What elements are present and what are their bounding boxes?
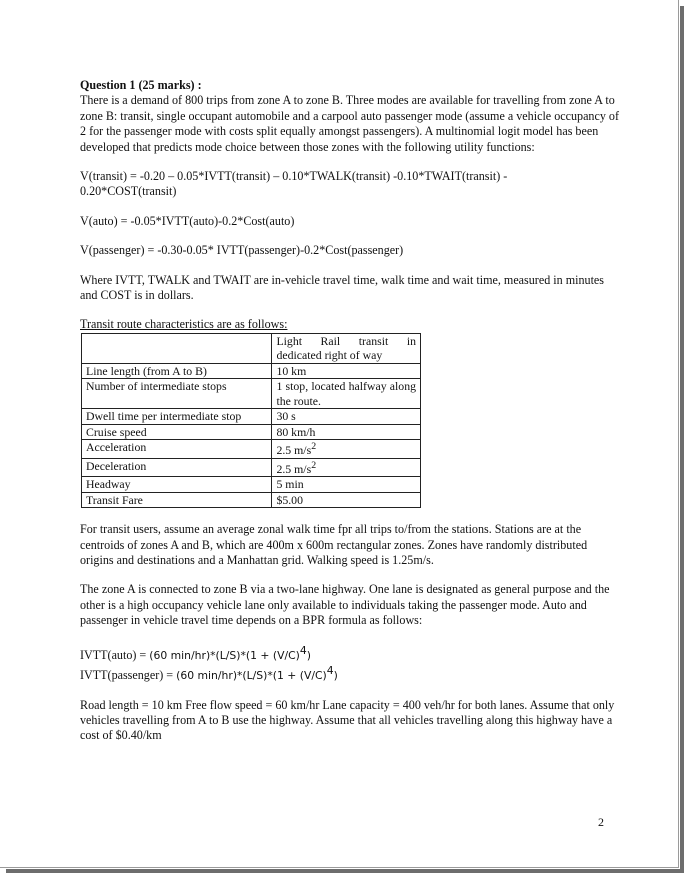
bpr-auto-formula <box>80 643 620 663</box>
page-content <box>80 78 620 744</box>
road-paragraph: Road length = 10 km Free flow speed = 60 km/hr Lane capacity = 400 veh/hr for both lanes. Assume that only vehicles travelling from A to B use the highway. Assume that all vehicles travelling along this highway have a cost of $0.40/km <box>80 697 615 743</box>
table-cell-label: Number of intermediate stops <box>82 379 272 409</box>
bpr-auto-rhs: (60 min/hr)*(L/S)*(1 + (V/C) <box>149 648 300 662</box>
bpr-passenger-close: ) <box>333 669 338 683</box>
table-row <box>82 379 421 409</box>
intro-paragraph: There is a demand of 800 trips from zone A to zone B. Three modes are available for travelling from zone A to zone B: transit, single occupant automobile and a carpool auto passenger mode (assume a vehicle occupancy of 2 for the passenger mode with costs split equally amongst passengers). A multinomial logit model has been developed that predicts mode choice between those zones with the following utility functions: <box>80 93 619 154</box>
bpr-passenger-formula <box>80 663 620 683</box>
acceleration-exponent: 2 <box>311 441 317 453</box>
transit-users-paragraph: For transit users, assume an average zonal walk time fpr all trips to/from the stations. Stations are at the centroids of zones A and B, which are 400m x 600m rectangular zones. Zones have randomly distributed origins and destinations and a Manhattan grid. Walking speed is 1.25m/s. <box>80 522 588 568</box>
table-row <box>82 363 421 379</box>
table-header-cell: Light Rail transit in dedicated right of way <box>272 333 421 363</box>
table-cell-value: 5 min <box>272 477 421 493</box>
table-header-empty-cell <box>82 333 272 363</box>
bpr-auto-exponent: 4 <box>299 643 307 657</box>
bpr-passenger-rhs: (60 min/hr)*(L/S)*(1 + (V/C) <box>176 669 327 683</box>
deceleration-value: 2.5 m/s <box>276 461 312 476</box>
table-cell-value: 80 km/h <box>272 424 421 440</box>
bpr-auto-lhs: IVTT(auto) = <box>80 647 150 662</box>
page-number: 2 <box>598 815 604 829</box>
table-cell-value <box>272 440 421 458</box>
table-row <box>82 492 421 508</box>
table-row <box>82 409 421 425</box>
utility-transit-line1: V(transit) = -0.20 – 0.05*IVTT(transit) – 0.10*TWALK(transit) -0.10*TWAIT(transit) - <box>80 169 508 184</box>
table-row <box>82 424 421 440</box>
table-caption: Transit route characteristics are as follows: <box>80 317 288 332</box>
where-paragraph: Where IVTT, TWALK and TWAIT are in-vehicle travel time, walk time and wait time, measured in minutes and COST is in dollars. <box>80 272 604 303</box>
table-cell-label: Deceleration <box>82 458 272 476</box>
utility-passenger: V(passenger) = -0.30-0.05* IVTT(passenger)-0.2*Cost(passenger) <box>80 243 404 258</box>
bpr-passenger-exponent: 4 <box>326 664 334 678</box>
highway-paragraph: The zone A is connected to zone B via a two-lane highway. One lane is designated as general purpose and the other is a high occupancy vehicle lane only available to individuals taking the passenger mode. Auto and passenger in vehicle travel time depends on a BPR formula as follows: <box>80 582 610 628</box>
page-shadow-bottom <box>6 869 684 873</box>
table-row <box>82 440 421 458</box>
table-cell-label: Cruise speed <box>82 424 272 440</box>
table-cell-value: 10 km <box>272 363 421 379</box>
acceleration-value: 2.5 m/s <box>276 443 312 458</box>
table-cell-value: 1 stop, located halfway along the route. <box>272 379 421 409</box>
table-cell-value: $5.00 <box>272 492 421 508</box>
utility-auto: V(auto) = -0.05*IVTT(auto)-0.2*Cost(auto) <box>80 213 295 228</box>
table-cell-label: Dwell time per intermediate stop <box>82 409 272 425</box>
table-row <box>82 477 421 493</box>
table-cell-value: 30 s <box>272 409 421 425</box>
transit-characteristics-table <box>81 333 421 508</box>
table-header-row <box>82 333 421 363</box>
table-cell-label: Transit Fare <box>82 492 272 508</box>
table-row <box>82 458 421 476</box>
table-cell-label: Line length (from A to B) <box>82 363 272 379</box>
table-cell-label: Headway <box>82 477 272 493</box>
page-shadow-right <box>680 6 684 872</box>
bpr-passenger-lhs: IVTT(passenger) = <box>80 668 177 683</box>
deceleration-exponent: 2 <box>311 459 317 471</box>
bpr-auto-close: ) <box>306 648 311 662</box>
utility-transit-line2: 0.20*COST(transit) <box>80 184 177 199</box>
question-title: Question 1 (25 marks) : <box>80 78 202 92</box>
table-cell-label: Acceleration <box>82 440 272 458</box>
table-cell-value <box>272 458 421 476</box>
